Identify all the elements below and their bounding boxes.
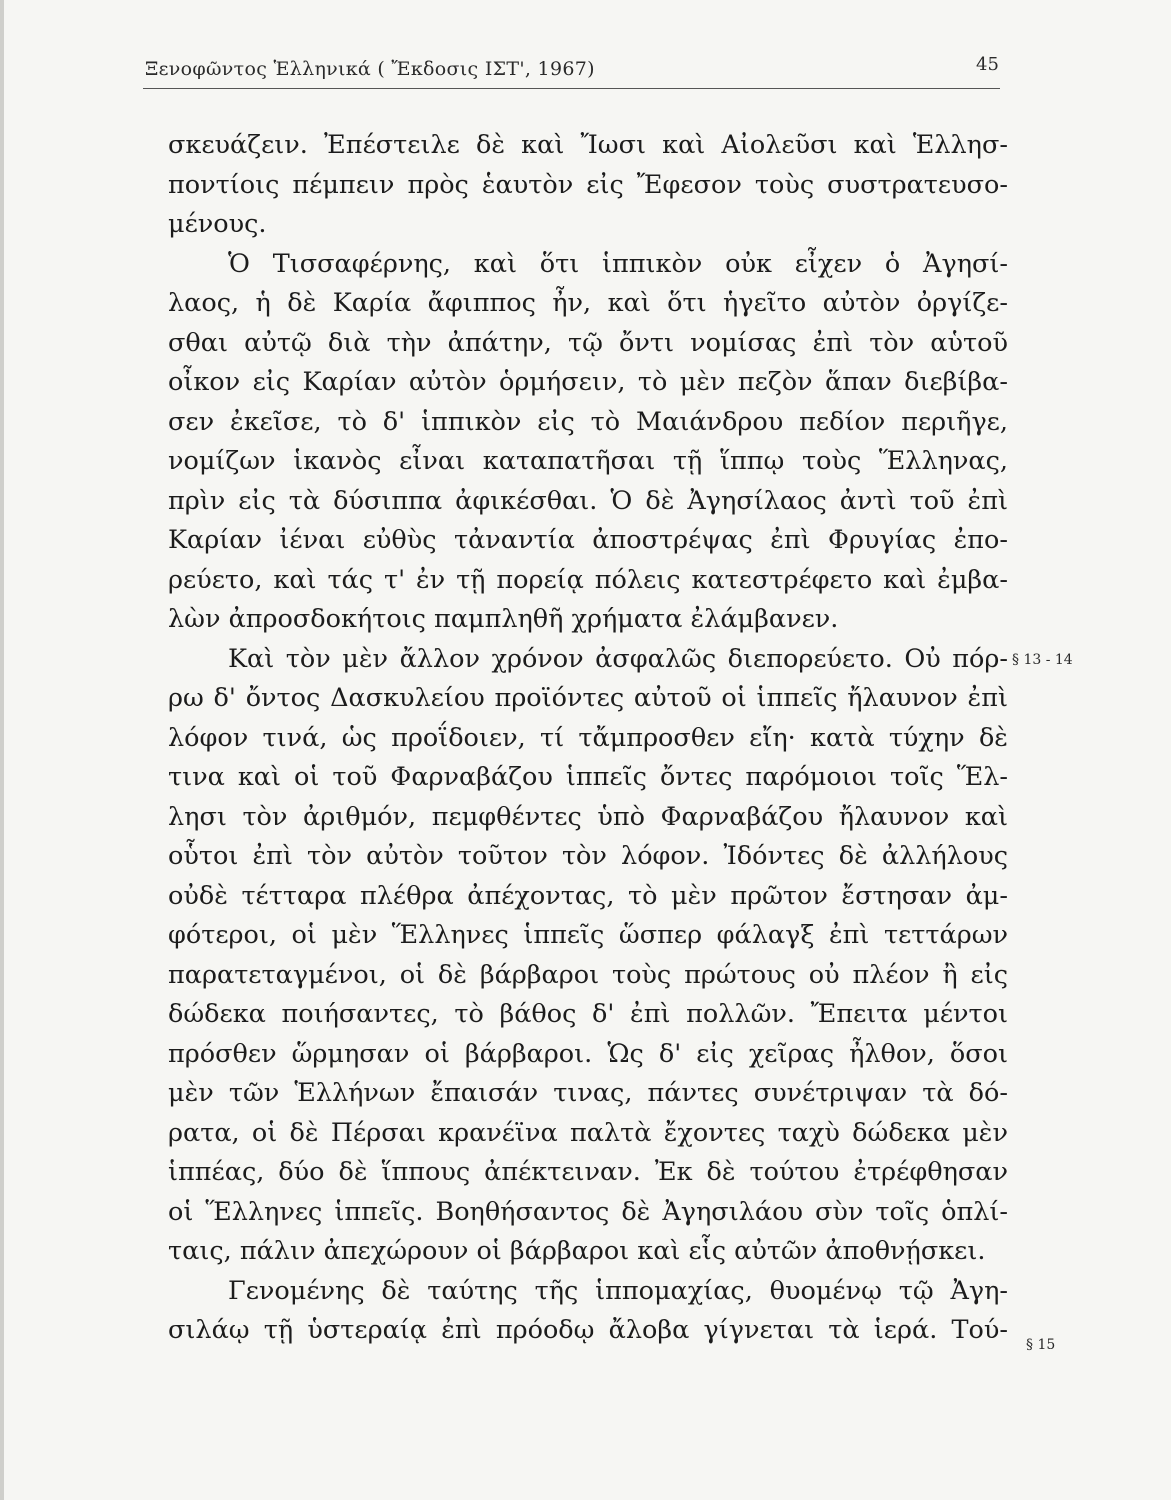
page-number: 45 (976, 54, 999, 75)
text-line: λαος, ἡ δὲ Καρία ἄφιππος ἦν, καὶ ὅτι ἡγεῖτο αὐτὸν ὀργίζε- (168, 288, 1008, 318)
header-rule (143, 88, 1000, 89)
text-line: παρατεταγμένοι, οἱ δὲ βάρβαροι τοὺς πρώτους οὐ πλέον ἢ εἰς (168, 959, 1008, 990)
text-line: μὲν τῶν Ἑλλήνων ἔπαισάν τινας, πάντες συνέτριψαν τὰ δό- (168, 1078, 1008, 1108)
text-line: ρατα, οἱ δὲ Πέρσαι κρανέϊνα παλτὰ ἔχοντες ταχὺ δώδεκα μὲν (168, 1117, 1008, 1148)
text-line: οὗτοι ἐπὶ τὸν αὐτὸν τοῦτον τὸν λόφον. Ἰδόντες δὲ ἀλλήλους (168, 841, 1008, 871)
text-line: σεν ἐκεῖσε, τὸ δ' ἱππικὸν εἰς τὸ Μαιάνδρου πεδίον περιῆγε, (168, 406, 1008, 437)
text-line: οἱ Ἕλληνες ἱππεῖς. Βοηθήσαντος δὲ Ἀγησιλάου σὺν τοῖς ὁπλί- (168, 1196, 1008, 1227)
text-line: λὼν ἀπροσδοκήτοις παμπληθῆ χρήματα ἐλάμβανεν. (168, 604, 839, 634)
margin-section-ref: § 15 (1026, 1337, 1056, 1353)
text-line: ταις, πάλιν ἀπεχώρουν οἱ βάρβαροι καὶ εἷς αὐτῶν ἀποθνῄσκει. (168, 1236, 986, 1266)
body-text (168, 126, 1008, 1351)
running-head (0, 0, 1171, 100)
text-line: λησι τὸν ἀριθμόν, πεμφθέντες ὑπὸ Φαρναβάζου ἤλαυνον καὶ (168, 801, 1008, 832)
running-head-title: Ξενοφῶντος Ἑλληνικά ( Ἔκδοσις ΙΣΤ', 1967) (145, 58, 595, 80)
text-line: ρεύετο, καὶ τάς τ' ἐν τῇ πορείᾳ πόλεις κατεστρέφετο καὶ ἐμβα- (168, 564, 1008, 595)
text-line: πρὶν εἰς τὰ δύσιππα ἀφικέσθαι. Ὁ δὲ Ἀγησίλαος ἀντὶ τοῦ ἐπὶ (168, 485, 1008, 516)
text-line: φότεροι, οἱ μὲν Ἕλληνες ἱππεῖς ὥσπερ φάλαγξ ἐπὶ τεττάρων (168, 920, 1008, 950)
text-line: ρω δ' ὄντος Δασκυλείου προϊόντες αὐτοῦ οἱ ἱππεῖς ἤλαυνον ἐπὶ (168, 683, 1008, 713)
text-line: σκευάζειν. Ἐπέστειλε δὲ καὶ Ἴωσι καὶ Αἰολεῦσι καὶ Ἑλλησ- (168, 130, 1008, 160)
text-line: μένους. (168, 209, 267, 239)
text-line: πρόσθεν ὥρμησαν οἱ βάρβαροι. Ὡς δ' εἰς χεῖρας ἦλθον, ὅσοι (168, 1038, 1008, 1069)
text-line: τινα καὶ οἱ τοῦ Φαρναβάζου ἱππεῖς ὄντες παρόμοιοι τοῖς Ἕλ- (168, 762, 1008, 792)
text-line: νομίζων ἱκανὸς εἶναι καταπατῆσαι τῇ ἵππῳ τοὺς Ἕλληνας, (168, 446, 1008, 476)
margin-section-ref: § 13 - 14 (1012, 652, 1073, 668)
text-line: δώδεκα ποιήσαντες, τὸ βάθος δ' ἐπὶ πολλῶν. Ἔπειτα μέντοι (168, 999, 1008, 1029)
text-line: σθαι αὐτῷ διὰ τὴν ἀπάτην, τῷ ὄντι νομίσας ἐπὶ τὸν αὑτοῦ (168, 327, 1008, 358)
paragraph-first-line: Καὶ τὸν μὲν ἄλλον χρόνον ἀσφαλῶς διεπορεύετο. Οὐ πόρ- (228, 643, 1008, 674)
text-line: λόφον τινά, ὡς προΐδοιεν, τί τἄμπροσθεν εἴη· κατὰ τύχην δὲ (168, 722, 1008, 753)
text-line: σιλάῳ τῇ ὑστεραίᾳ ἐπὶ πρόοδῳ ἄλοβα γίγνεται τὰ ἱερά. Τού- (168, 1315, 1008, 1345)
text-line: ἱππέας, δύο δὲ ἵππους ἀπέκτειναν. Ἐκ δὲ τούτου ἐτρέφθησαν (168, 1157, 1008, 1187)
text-line: ποντίοις πέμπειν πρὸς ἑαυτὸν εἰς Ἔφεσον τοὺς συστρατευσο- (168, 169, 1008, 200)
text-line: οὐδὲ τέτταρα πλέθρα ἀπέχοντας, τὸ μὲν πρῶτον ἔστησαν ἀμ- (168, 880, 1008, 911)
page-edge (0, 0, 4, 1500)
text-line: Καρίαν ἰέναι εὐθὺς τἀναντία ἀποστρέψας ἐπὶ Φρυγίας ἐπο- (168, 525, 1008, 555)
paragraph-first-line: Γενομένης δὲ ταύτης τῆς ἱππομαχίας, θυομένῳ τῷ Ἀγη- (228, 1275, 1008, 1306)
text-line: οἶκον εἰς Καρίαν αὐτὸν ὁρμήσειν, τὸ μὲν πεζὸν ἅπαν διεβίβα- (168, 367, 1008, 397)
paragraph-first-line: Ὁ Τισσαφέρνης, καὶ ὅτι ἱππικὸν οὐκ εἶχεν ὁ Ἀγησί- (228, 248, 1008, 279)
